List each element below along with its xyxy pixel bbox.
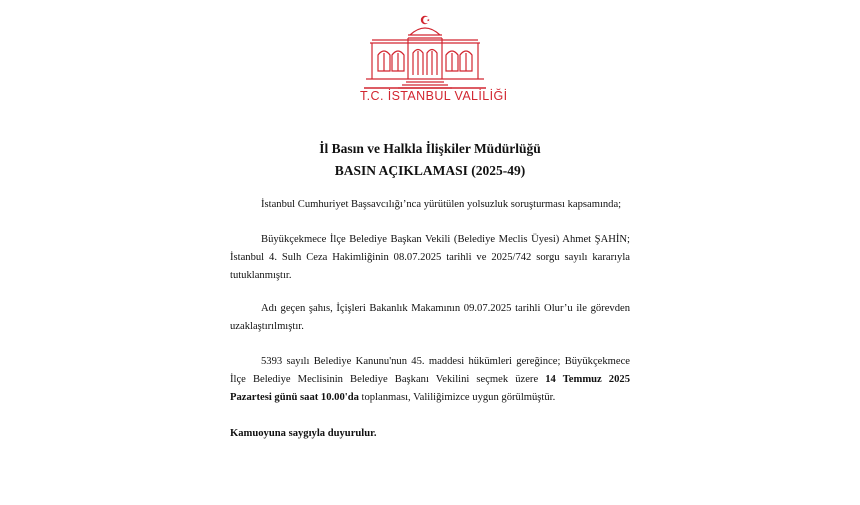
governorship-building-icon bbox=[360, 13, 490, 91]
paragraph-meeting-text-1: 5393 sayılı Belediye Kanunu'nun 45. maddesi hükümleri gereğince; Büyükçekmece İlçe Belediye Meclisinin Belediye Başkanı Vekilini seçmek üzere bbox=[230, 356, 630, 385]
department-title: İl Basın ve Halkla İlişkiler Müdürlüğü bbox=[319, 141, 541, 156]
meeting-date-time: 14 Temmuz 2025 Pazartesi günü saat 10.00'da bbox=[230, 374, 630, 403]
logo-text: T.C. İSTANBUL VALİLİĞİ bbox=[360, 89, 508, 103]
closing-statement: Kamuoyuna saygıyla duyurulur. bbox=[230, 428, 377, 439]
paragraph-meeting bbox=[230, 353, 630, 407]
paragraph-meeting-text-2: toplanması, Valiliğimizce uygun görülmüştür. bbox=[358, 392, 556, 403]
paragraph-intro: İstanbul Cumhuriyet Başsavcılığı’nca yürütülen yolsuzluk soruşturması kapsamında; bbox=[261, 199, 622, 210]
press-release-title: BASIN AÇIKLAMASI (2025-49) bbox=[334, 163, 526, 178]
paragraph-arrest: Büyükçekmece İlçe Belediye Başkan Vekili (Belediye Meclis Üyesi) Ahmet ŞAHİN; İstanbul 4. Sulh Ceza Hakimliğinin 08.07.2025 tarihli ve 2025/742 sorgu sayılı kararıyla tutuklanmıştır. bbox=[230, 234, 630, 281]
paragraph-suspension: Adı geçen şahıs, İçişleri Bakanlık Makamının 09.07.2025 tarihli Olur’u ile görevden uzaklaştırılmıştır. bbox=[230, 303, 630, 332]
istanbul-governorship-logo bbox=[360, 13, 508, 105]
